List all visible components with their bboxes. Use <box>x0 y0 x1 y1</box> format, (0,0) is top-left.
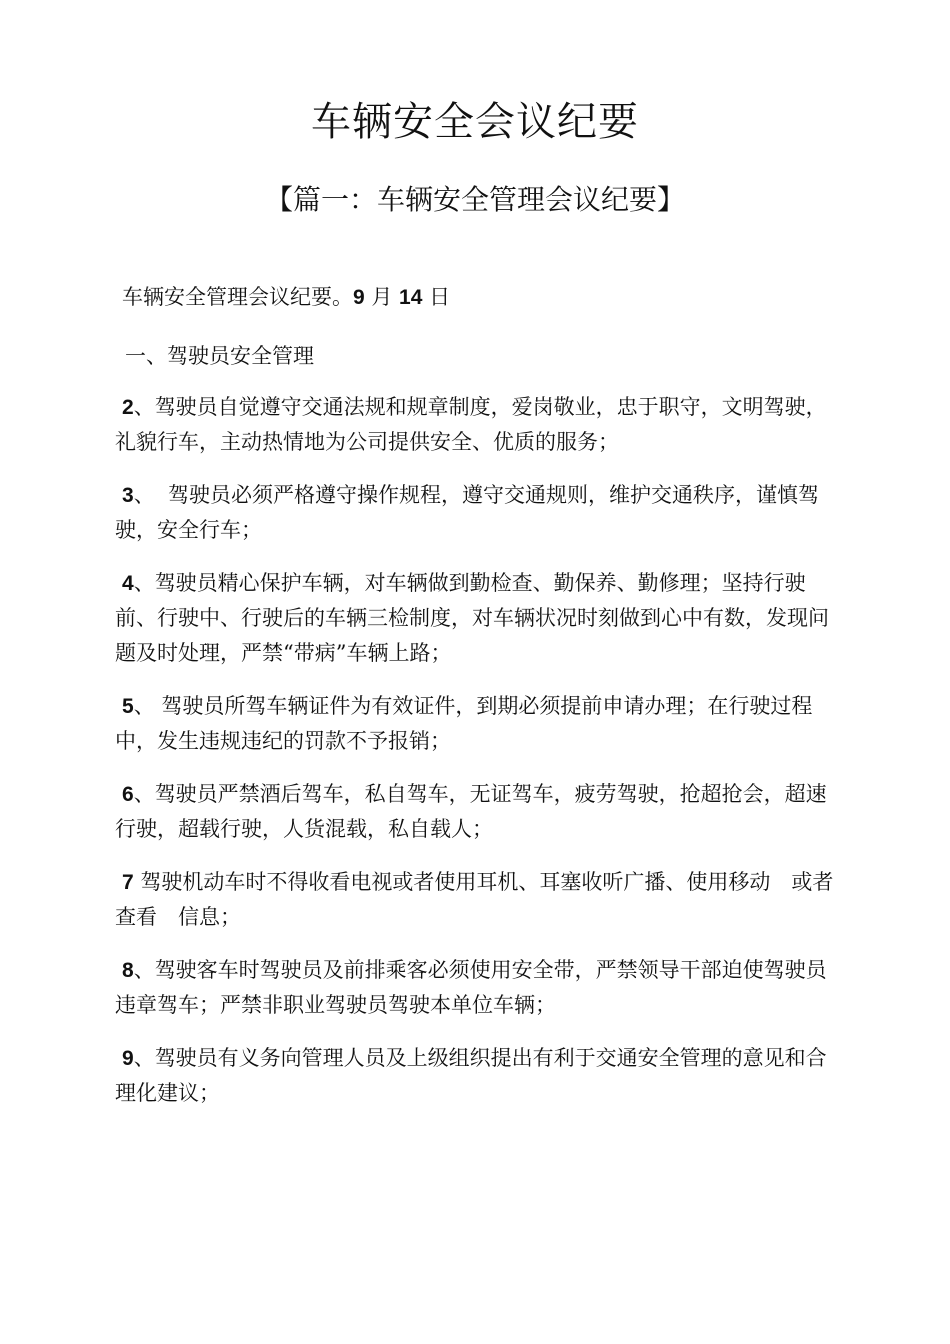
list-item <box>115 1041 840 1111</box>
list-item <box>115 865 840 935</box>
list-item <box>115 478 840 548</box>
item-separator: 、 <box>133 694 162 718</box>
item-text: 驾驶员严禁酒后驾车，私自驾车，无证驾车，疲劳驾驶，抢超抢会，超速行驶，超载行驶，人货混载，私自载人； <box>115 782 827 841</box>
item-separator: 、 <box>133 1046 155 1070</box>
list-item <box>115 777 840 847</box>
list-item <box>115 953 840 1023</box>
item-separator: 、 <box>133 395 155 419</box>
item-separator: 、 <box>133 571 155 595</box>
meeting-date-line <box>115 280 840 315</box>
item-separator: 、 <box>133 483 169 507</box>
meeting-day-unit: 日 <box>422 285 451 309</box>
item-number: 8 <box>122 959 134 982</box>
document-subtitle: 【篇一：车辆安全管理会议纪要】 <box>264 183 685 216</box>
item-text: 驾驶客车时驾驶员及前排乘客必须使用安全带，严禁领导干部迫使驾驶员违章驾车；严禁非职业驾驶员驾驶本单位车辆； <box>115 958 827 1017</box>
item-text: 驾驶员所驾车辆证件为有效证件，到期必须提前申请办理；在行驶过程中，发生违规违纪的罚款不予报销； <box>115 694 813 753</box>
item-number: 2 <box>122 396 134 419</box>
item-number: 6 <box>122 783 134 806</box>
item-number: 3 <box>122 484 134 507</box>
item-number: 4 <box>122 572 134 595</box>
item-text: 驾驶员必须严格遵守操作规程，遵守交通规则，维护交通秩序，谨慎驾驶，安全行车； <box>115 483 820 542</box>
item-text: 驾驶员精心保护车辆，对车辆做到勤检查、勤保养、勤修理；坚持行驶前、行驶中、行驶后的车辆三检制度，对车辆状况时刻做到心中有数，发现问题及时处理，严禁“带病”车辆上路； <box>115 571 829 665</box>
item-text: 驾驶机动车时不得收看电视或者使用耳机、耳塞收听广播、使用移动 或者查看 信息； <box>115 870 834 929</box>
item-number: 5 <box>122 695 134 718</box>
meeting-month-number: 9 <box>353 286 365 309</box>
meeting-month-unit: 月 <box>364 285 400 309</box>
document-body <box>115 280 840 1129</box>
list-item <box>115 390 840 460</box>
list-item <box>115 689 840 759</box>
list-item <box>115 566 840 671</box>
document-title: 车辆安全会议纪要 <box>311 99 639 145</box>
item-separator: 、 <box>133 782 155 806</box>
item-separator: 、 <box>133 958 155 982</box>
section-heading: 一、驾驶员安全管理 <box>125 344 314 368</box>
item-number: 7 <box>122 871 134 894</box>
item-text: 驾驶员有义务向管理人员及上级组织提出有利于交通安全管理的意见和合理化建议； <box>115 1046 827 1105</box>
item-number: 9 <box>122 1047 134 1070</box>
item-text: 驾驶员自觉遵守交通法规和规章制度，爱岗敬业，忠于职守，文明驾驶，礼貌行车，主动热情地为公司提供安全、优质的服务； <box>115 395 827 454</box>
meeting-date-text: 车辆安全管理会议纪要。 <box>122 285 353 309</box>
meeting-day-number: 14 <box>399 286 423 309</box>
